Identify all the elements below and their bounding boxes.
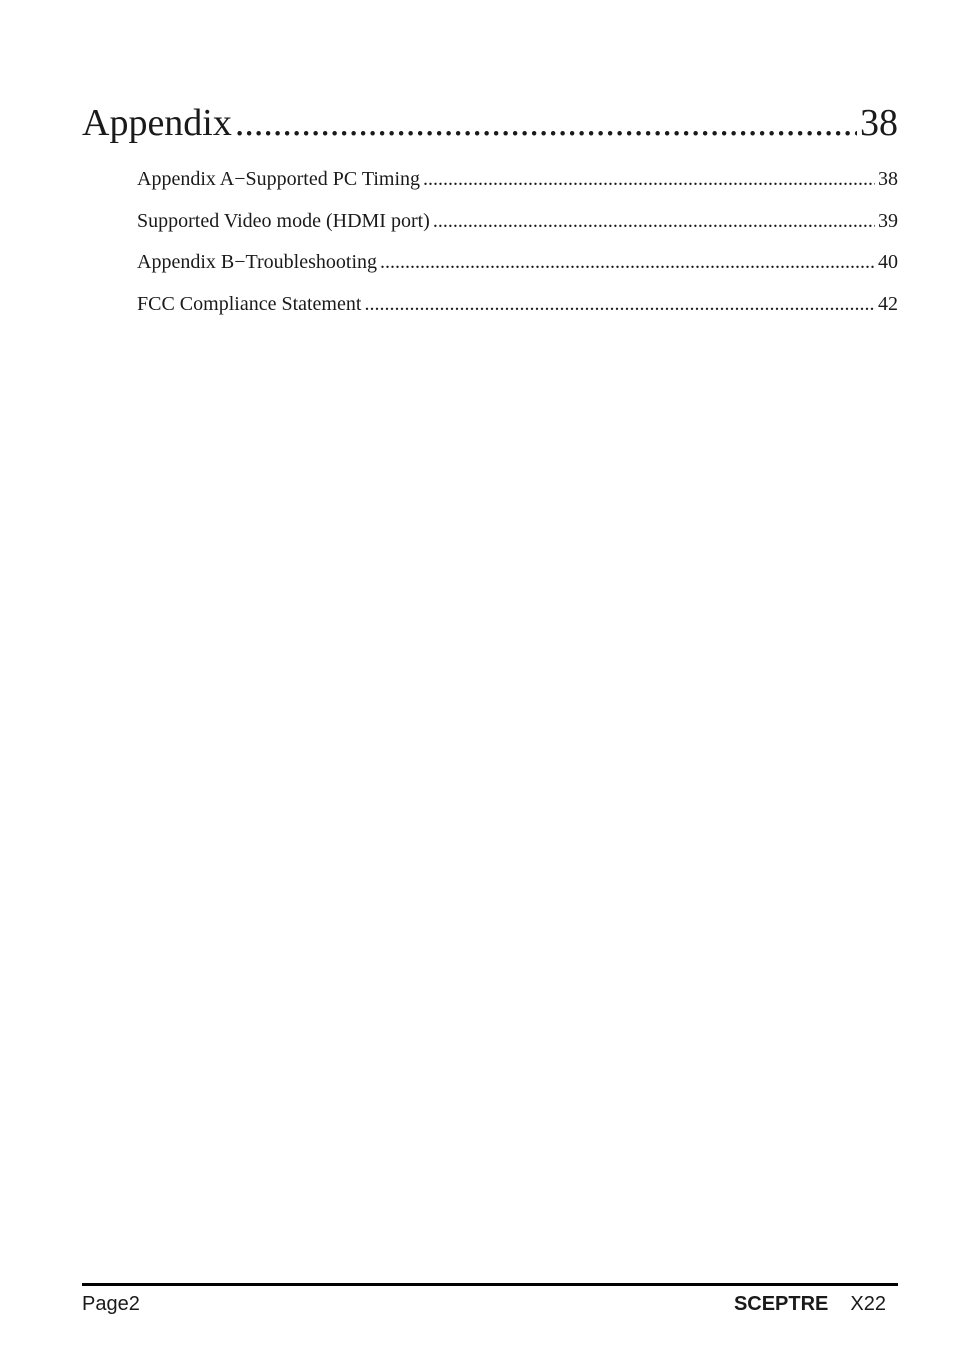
footer-model: X22 — [850, 1293, 886, 1315]
toc-entry-title: Appendix — [82, 102, 232, 144]
toc-entry-page: 38 — [860, 102, 898, 144]
toc-entry-appendix-b[interactable] — [137, 249, 898, 275]
toc-entry-page: 42 — [878, 292, 898, 315]
toc-entry-title: Appendix B−Troubleshooting — [137, 251, 377, 273]
toc-entry-supported-video-mode[interactable] — [137, 208, 898, 234]
dot-leader — [423, 166, 875, 192]
page-footer — [82, 1283, 898, 1317]
toc-entry-title: FCC Compliance Statement — [137, 292, 362, 315]
toc-entry-appendix-a[interactable] — [137, 166, 898, 192]
dot-leader — [364, 291, 875, 317]
dot-leader — [380, 249, 875, 275]
table-of-contents — [82, 98, 898, 332]
dot-leader — [235, 98, 857, 148]
toc-entry-title: Appendix A−Supported PC Timing — [137, 168, 420, 190]
toc-entry-title: Supported Video mode (HDMI port) — [137, 209, 430, 232]
toc-entry-page: 39 — [878, 209, 898, 232]
footer-brand-group — [734, 1291, 898, 1317]
toc-entry-fcc-compliance[interactable] — [137, 291, 898, 317]
footer-brand: SCEPTRE — [733, 1293, 829, 1315]
dot-leader — [433, 208, 875, 234]
footer-page-label: Page2 — [82, 1293, 140, 1315]
toc-entry-page: 40 — [878, 251, 898, 273]
toc-entry-appendix[interactable] — [82, 98, 898, 148]
toc-entry-page: 38 — [878, 168, 898, 190]
toc-sub-entries — [137, 166, 898, 317]
